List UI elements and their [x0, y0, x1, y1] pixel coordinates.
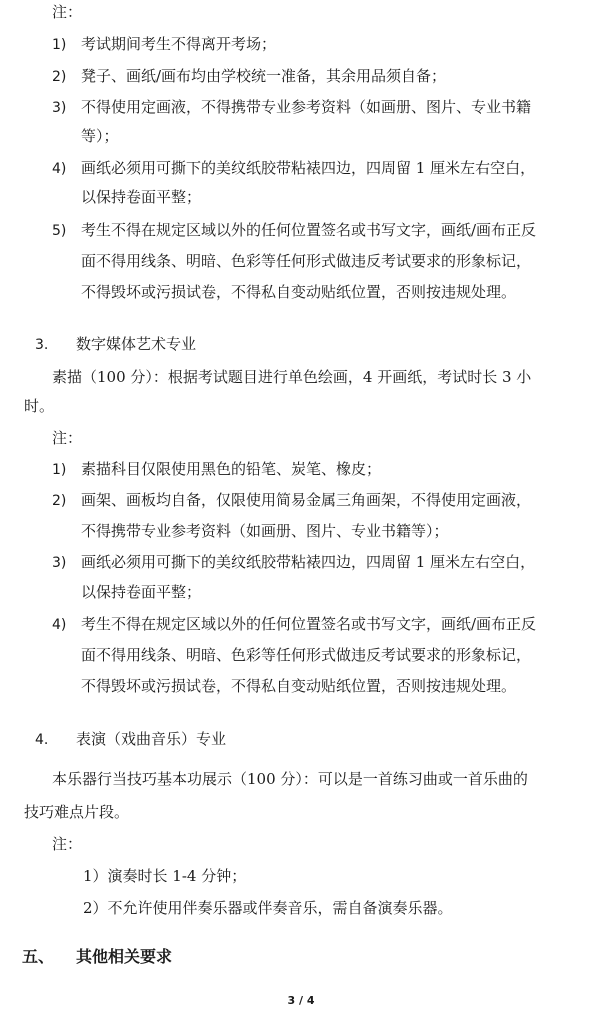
item-number: 1) [52, 462, 67, 478]
item-text: 素描科目仅限使用黑色的铅笔、炭笔、橡皮； [81, 460, 382, 478]
item-text: 不得毁坏或污损试卷，不得私自变动贴纸位置，否则按违规处理。 [81, 283, 517, 301]
item-number: 5) [52, 223, 67, 239]
item-number: 1) [52, 37, 67, 53]
item-text: 考生不得在规定区域以外的任何位置签名或书写文字，画纸/画布正反 [81, 221, 537, 239]
item-text: 不得毁坏或污损试卷，不得私自变动贴纸位置，否则按违规处理。 [81, 677, 517, 695]
item-text: 等）； [81, 127, 119, 145]
item-number: 2) [52, 69, 67, 85]
section-desc: 技巧难点片段。 [24, 803, 130, 821]
item-number: 3) [52, 100, 67, 116]
note-label: 注： [52, 429, 83, 447]
item-number: 4) [52, 617, 67, 633]
section-desc: 本乐器行当技巧基本功展示（100 分）：可以是一首练习曲或一首乐曲的 [52, 770, 528, 788]
item-text: 画纸必须用可撕下的美纹纸胶带粘裱四边，四周留 1 厘米左右空白， [81, 159, 536, 177]
page-number: 3 / 4 [287, 994, 315, 1007]
item-text: 画纸必须用可撕下的美纹纸胶带粘裱四边，四周留 1 厘米左右空白， [81, 553, 536, 571]
item-text: 不得使用定画液，不得携带专业参考资料（如画册、图片、专业书籍 [81, 98, 532, 116]
note-label: 注： [52, 835, 83, 853]
item-text: 考生不得在规定区域以外的任何位置签名或书写文字，画纸/画布正反 [81, 615, 537, 633]
note-item: 1）演奏时长 1-4 分钟； [83, 867, 247, 885]
note-label: 注： [52, 3, 83, 21]
section-desc: 素描（100 分）：根据考试题目进行单色绘画，4 开画纸，考试时长 3 小 [52, 368, 532, 386]
section-title: 表演（戏曲音乐）专业 [76, 730, 227, 748]
item-number: 2) [52, 493, 67, 509]
item-text: 凳子、画纸/画布均由学校统一准备，其余用品须自备； [81, 67, 447, 85]
item-text: 以保持卷面平整； [81, 583, 202, 601]
chapter-number: 五、 [22, 947, 55, 966]
item-text: 面不得用线条、明暗、色彩等任何形式做违反考试要求的形象标记， [81, 252, 532, 270]
item-text: 不得携带专业参考资料（如画册、图片、专业书籍等）； [81, 522, 449, 540]
section-number: 3. [35, 337, 49, 353]
item-text: 面不得用线条、明暗、色彩等任何形式做违反考试要求的形象标记， [81, 646, 532, 664]
item-number: 3) [52, 555, 67, 571]
item-number: 4) [52, 161, 67, 177]
note-item: 2）不允许使用伴奏乐器或伴奏音乐，需自备演奏乐器。 [83, 899, 453, 917]
section-title: 数字媒体艺术专业 [76, 335, 197, 353]
item-text: 以保持卷面平整； [81, 188, 202, 206]
item-text: 考试期间考生不得离开考场； [81, 35, 277, 53]
section-number: 4. [35, 732, 49, 748]
section-desc: 时。 [24, 397, 55, 415]
chapter-title: 其他相关要求 [76, 947, 173, 966]
item-text: 画架、画板均自备，仅限使用简易金属三角画架，不得使用定画液， [81, 491, 532, 509]
